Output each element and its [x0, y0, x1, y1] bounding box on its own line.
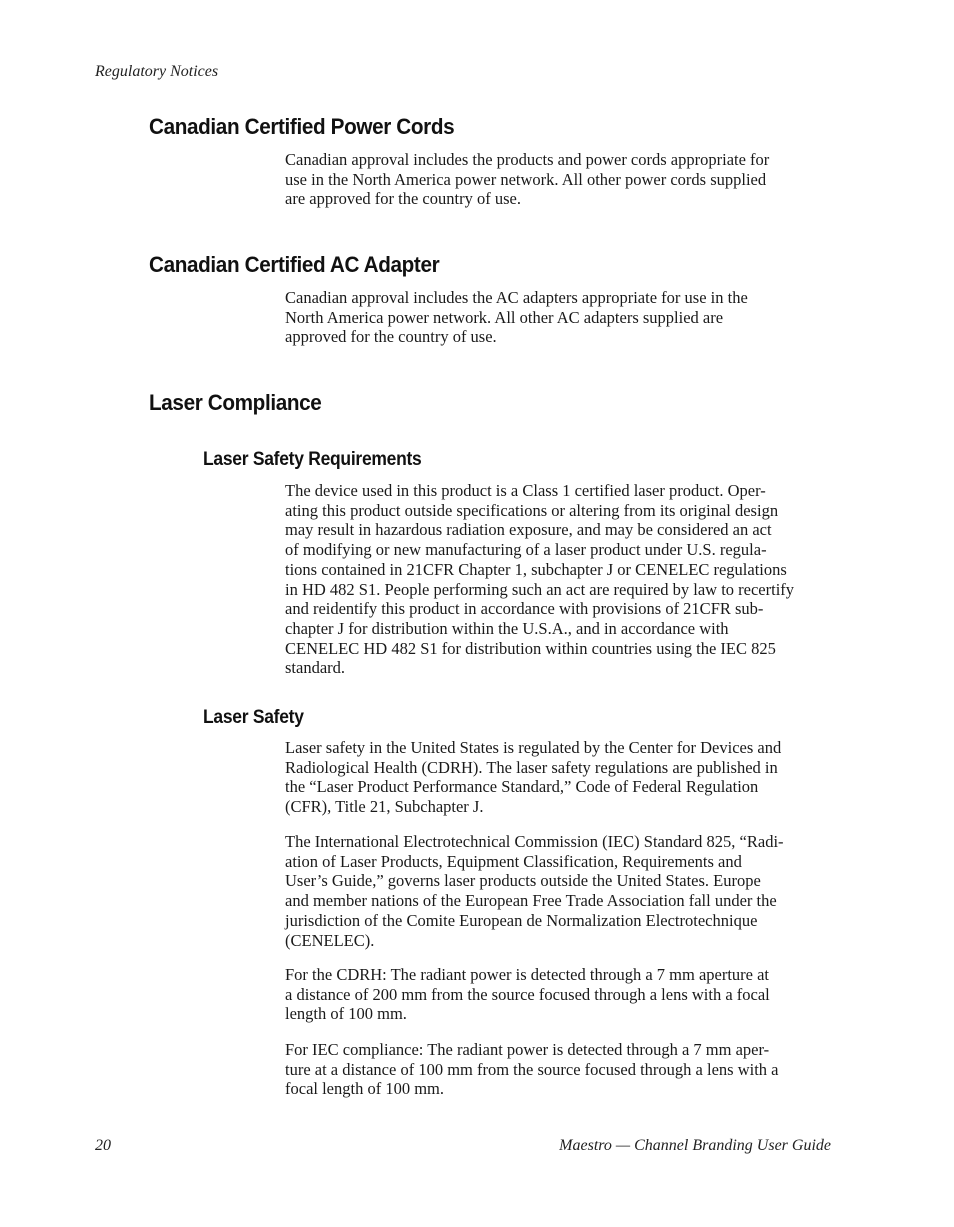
text-line: The International Electrotechnical Commission (IEC) Standard 825, “Radi- [285, 832, 784, 851]
text-line: ation of Laser Products, Equipment Classification, Requirements and [285, 851, 742, 871]
text-line: For IEC compliance: The radiant power is detected through a 7 mm aper- [285, 1040, 770, 1059]
heading-laser-safety-requirements: Laser Safety Requirements [203, 449, 422, 470]
page-number: 20 [95, 1137, 111, 1154]
paragraph-laser-safety-2 [285, 832, 784, 950]
heading-laser-safety: Laser Safety [203, 707, 304, 728]
paragraph-power-cords [285, 150, 769, 209]
text-line: Laser safety in the United States is regulated by the Center for Devices and [285, 738, 782, 757]
text-line: ating this product outside specifications or altering from its original design [285, 500, 779, 520]
text-line: For the CDRH: The radiant power is detected through a 7 mm aperture at [285, 965, 770, 984]
text-line: the “Laser Product Performance Standard,” Code of Federal Regulation [285, 777, 759, 797]
heading-power-cords: Canadian Certified Power Cords [149, 114, 455, 139]
text-line: chapter J for distribution within the U.S.A., and in accordance with [285, 618, 729, 638]
text-line: of modifying or new manufacturing of a laser product under U.S. regula- [285, 540, 767, 560]
text-line: CENELEC HD 482 S1 for distribution within countries using the IEC 825 [285, 638, 776, 658]
heading-laser-compliance: Laser Compliance [149, 390, 322, 415]
paragraph-laser-requirements [285, 481, 794, 678]
text-line: (CENELEC). [285, 930, 375, 950]
text-line: standard. [285, 658, 346, 678]
text-line: a distance of 200 mm from the source focused through a lens with a focal [285, 984, 770, 1004]
footer-title: Maestro — Channel Branding User Guide [559, 1137, 831, 1154]
text-line: and member nations of the European Free Trade Association fall under the [285, 891, 777, 911]
text-line: The device used in this product is a Class 1 certified laser product. Oper- [285, 481, 766, 500]
text-line: and reidentify this product in accordance with provisions of 21CFR sub- [285, 599, 764, 619]
text-line: Canadian approval includes the products and power cords appropriate for [285, 150, 770, 169]
text-line: focal length of 100 mm. [285, 1079, 445, 1099]
text-line: may result in hazardous radiation exposure, and may be considered an act [285, 520, 772, 540]
text-line: approved for the country of use. [285, 327, 497, 347]
text-line: Radiological Health (CDRH). The laser safety regulations are published in [285, 757, 778, 777]
text-line: User’s Guide,” governs laser products outside the United States. Europe [285, 871, 761, 891]
text-line: are approved for the country of use. [285, 189, 521, 209]
text-line: (CFR), Title 21, Subchapter J. [285, 797, 484, 817]
text-line: ture at a distance of 100 mm from the source focused through a lens with a [285, 1059, 779, 1079]
text-line: North America power network. All other AC adapters supplied are [285, 307, 724, 327]
text-line: jurisdiction of the Comite European de Normalization Electrotechnique [285, 910, 758, 930]
paragraph-laser-safety-1 [285, 738, 781, 817]
text-line: use in the North America power network. All other power cords supplied [285, 169, 767, 189]
heading-ac-adapter: Canadian Certified AC Adapter [149, 252, 440, 277]
running-head: Regulatory Notices [95, 63, 219, 80]
paragraph-ac-adapter [285, 288, 748, 347]
text-line: in HD 482 S1. People performing such an act are required by law to recertify [285, 579, 795, 599]
text-line: tions contained in 21CFR Chapter 1, subchapter J or CENELEC regulations [285, 559, 787, 579]
text-line: Canadian approval includes the AC adapters appropriate for use in the [285, 288, 748, 307]
text-line: length of 100 mm. [285, 1004, 407, 1024]
paragraph-laser-safety-3 [285, 965, 770, 1024]
paragraph-laser-safety-4 [285, 1040, 778, 1099]
